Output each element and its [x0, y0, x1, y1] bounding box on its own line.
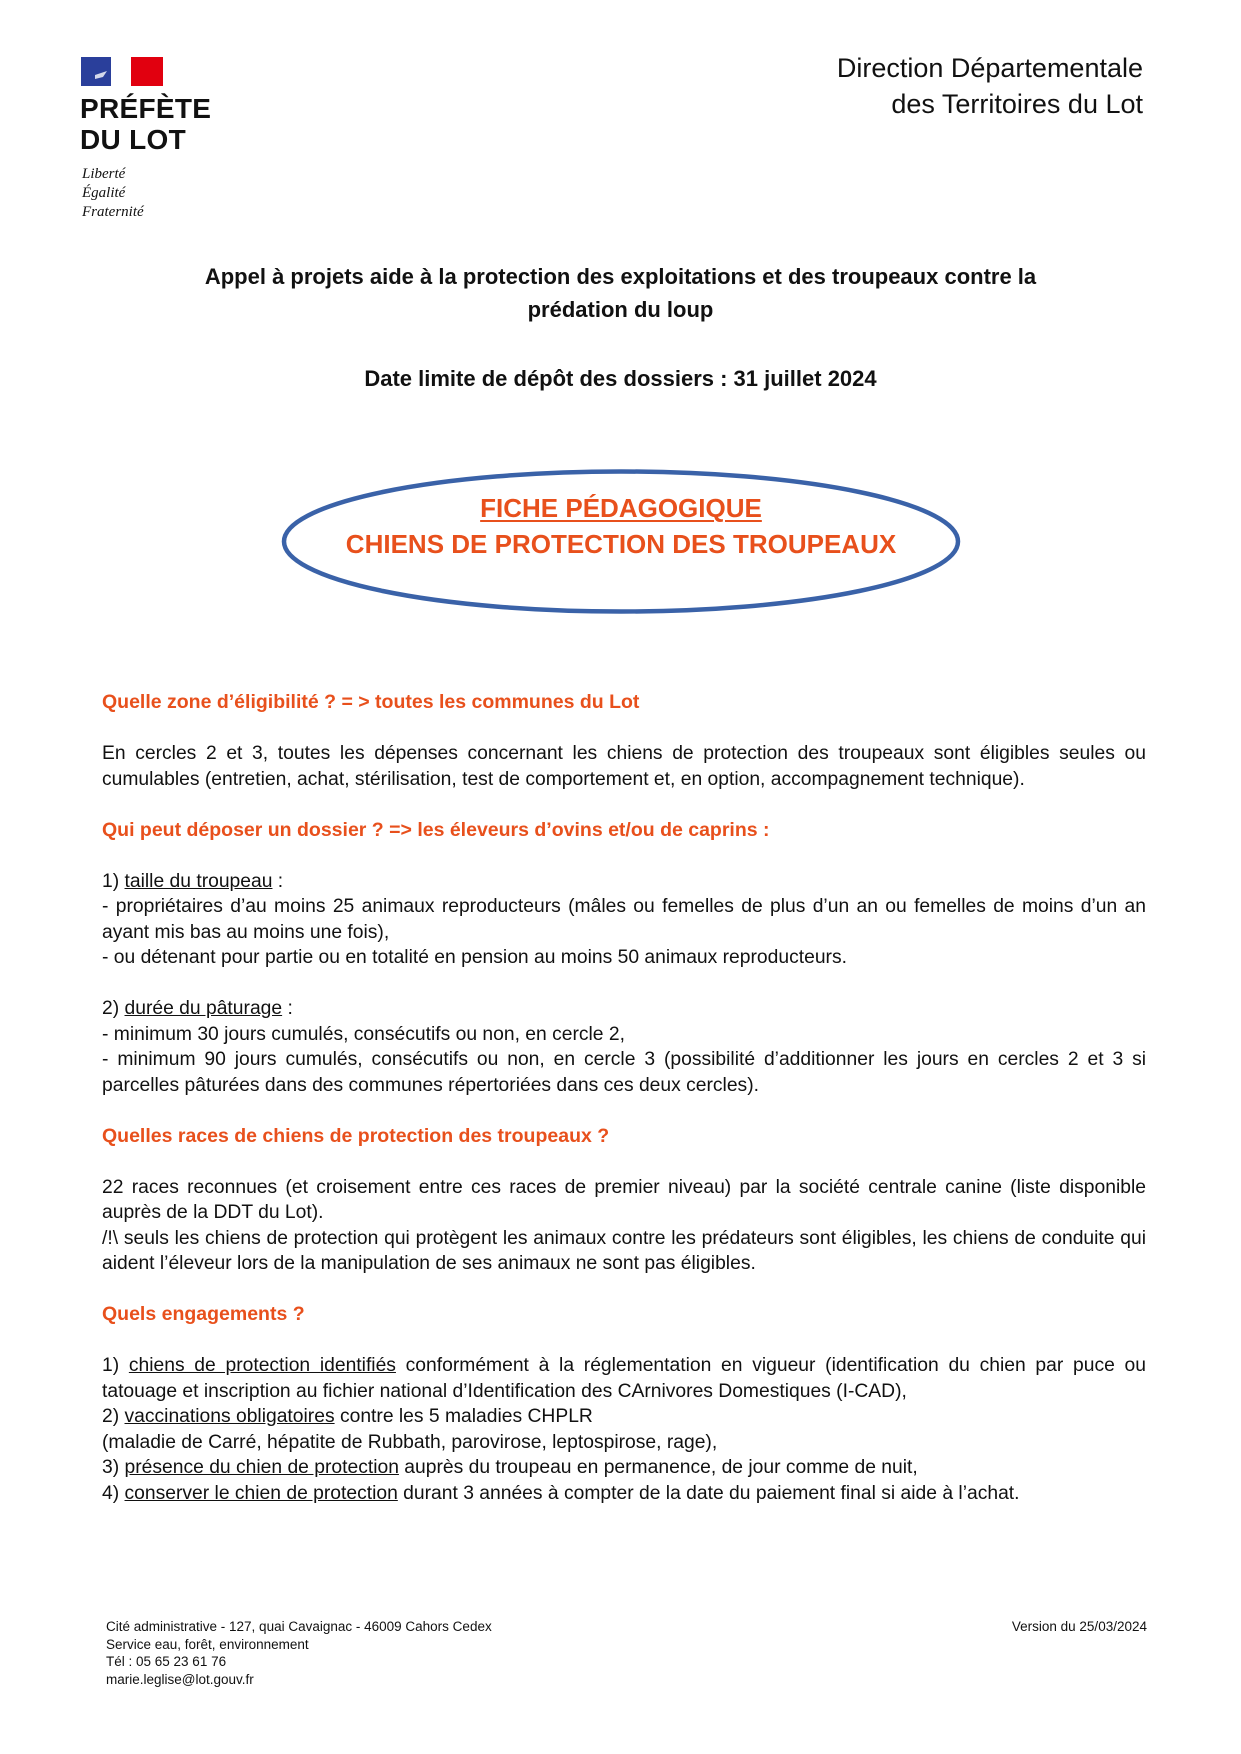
motto-fraternite: Fraternité [82, 204, 144, 220]
motto-egalite: Égalité [82, 185, 126, 201]
criteria-grazing-duration-label: durée du pâturage [124, 998, 283, 1019]
commitment-item [102, 1455, 1146, 1481]
dog-breeds-text: 22 races reconnues (et croisement entre ces races de premier niveau) par la société centrale canine (liste disponible auprès de la DDT du Lot). [102, 1176, 1146, 1223]
commitment-text: contre les 5 maladies CHPLR [334, 1406, 593, 1427]
document-title [0, 260, 1241, 326]
commitment-number: 2) [102, 1406, 125, 1427]
commitment-number: 1) [102, 1355, 129, 1376]
document-title-line2: prédation du loup [527, 297, 714, 322]
marianne-flag-icon [81, 57, 163, 86]
footer-contact [106, 1618, 492, 1688]
grazing-duration-line: - minimum 30 jours cumulés, consécutifs ou non, en cercle 2, [102, 1023, 625, 1045]
department-line1: Direction Départementale [836, 53, 1143, 83]
republic-motto [82, 165, 144, 222]
criteria-suffix: : [272, 870, 284, 892]
footer-phone: Tél : 05 65 23 61 76 [106, 1654, 227, 1669]
commitment-label: conserver le chien de protection [124, 1482, 398, 1504]
criteria-grazing-duration [102, 996, 1146, 1022]
herd-size-line: - ou détenant pour partie ou en totalité en pension au moins 50 animaux reproducteurs. [102, 947, 847, 968]
criteria-number: 2) [102, 998, 125, 1019]
prefecture-name [80, 93, 211, 155]
prefecture-name-line2: DU LOT [80, 124, 187, 155]
document-version: Version du 25/03/2024 [1011, 1619, 1147, 1634]
criteria-number: 1) [102, 870, 125, 892]
submission-deadline: Date limite de dépôt des dossiers : 31 juillet 2024 [364, 366, 877, 391]
commitment-label: chiens de protection identifiés [128, 1355, 396, 1376]
banner-line2: CHIENS DE PROTECTION DES TROUPEAUX [345, 529, 897, 559]
criteria-herd-size [102, 869, 1146, 895]
footer-service: Service eau, forêt, environnement [106, 1636, 309, 1652]
criteria-herd-size-label: taille du troupeau [124, 870, 273, 892]
footer-email[interactable]: marie.leglise@lot.gouv.fr [106, 1671, 254, 1687]
heading-who-can-apply: Qui peut déposer un dossier ? => les éleveurs d’ovins et/ou de caprins : [102, 818, 770, 841]
dog-breeds-warning: /!\ seuls les chiens de protection qui protègent les animaux contre les prédateurs sont éligibles, les chiens de conduite qui aident l’éleveur lors de la manipulation de ses animaux ne sont pas éligibles. [102, 1227, 1146, 1274]
criteria-suffix: : [282, 998, 293, 1019]
commitment-text: durant 3 années à compter de la date du paiement final si aide à l’achat. [397, 1482, 1020, 1504]
eligibility-zone-text: En cercles 2 et 3, toutes les dépenses concernant les chiens de protection des troupeaux sont éligibles seules ou cumulables (entretien, achat, stérilisation, test de comportement et, en option, accompagnement technique). [102, 743, 1146, 790]
heading-dog-breeds: Quelles races de chiens de protection des troupeaux ? [102, 1124, 610, 1147]
commitment-item [102, 1481, 1146, 1507]
grazing-duration-line: - minimum 90 jours cumulés, consécutifs ou non, en cercle 3 (possibilité d’additionner les jours en cercles 2 et 3 si parcelles pâturées dans des communes répertoriées dans ces deux cercles). [102, 1049, 1146, 1096]
commitment-label: vaccinations obligatoires [124, 1406, 335, 1427]
commitment-label: présence du chien de protection [124, 1457, 399, 1478]
commitment-item [102, 1353, 1146, 1404]
commitment-number: 4) [102, 1482, 125, 1504]
commitment-item [102, 1404, 1146, 1430]
issuing-department [837, 50, 1143, 122]
heading-commitments: Quels engagements ? [102, 1303, 305, 1325]
banner-line1: FICHE PÉDAGOGIQUE [480, 493, 762, 523]
motto-liberte: Liberté [82, 166, 126, 182]
commitment-number: 3) [102, 1457, 125, 1478]
heading-eligibility-zone: Quelle zone d’éligibilité ? = > toutes les communes du Lot [102, 691, 640, 713]
herd-size-line: - propriétaires d’au moins 25 animaux reproducteurs (mâles ou femelles de plus d’un an ou femelles de moins d’un an ayant mis bas au moins une fois), [102, 896, 1146, 943]
commitment-item [102, 1430, 1146, 1456]
commitment-text: auprès du troupeau en permanence, de jour comme de nuit, [398, 1457, 918, 1478]
department-line2: des Territoires du Lot [891, 89, 1143, 119]
banner-title [280, 490, 962, 562]
document-body [102, 690, 1146, 1506]
document-title-line1: Appel à projets aide à la protection des exploitations et des troupeaux contre la [204, 264, 1037, 289]
commitment-text: (maladie de Carré, hépatite de Rubbath, parovirose, leptospirose, rage), [102, 1431, 718, 1453]
prefecture-name-line1: PRÉFÈTE [80, 93, 212, 124]
commitment-text: conformément à la réglementation en vigueur (identification du chien par puce ou tatouage et inscription au fichier national d’Identification des CArnivores Domestiques (I-CAD), [102, 1355, 1146, 1402]
footer-address: Cité administrative - 127, quai Cavaignac - 46009 Cahors Cedex [106, 1619, 492, 1634]
